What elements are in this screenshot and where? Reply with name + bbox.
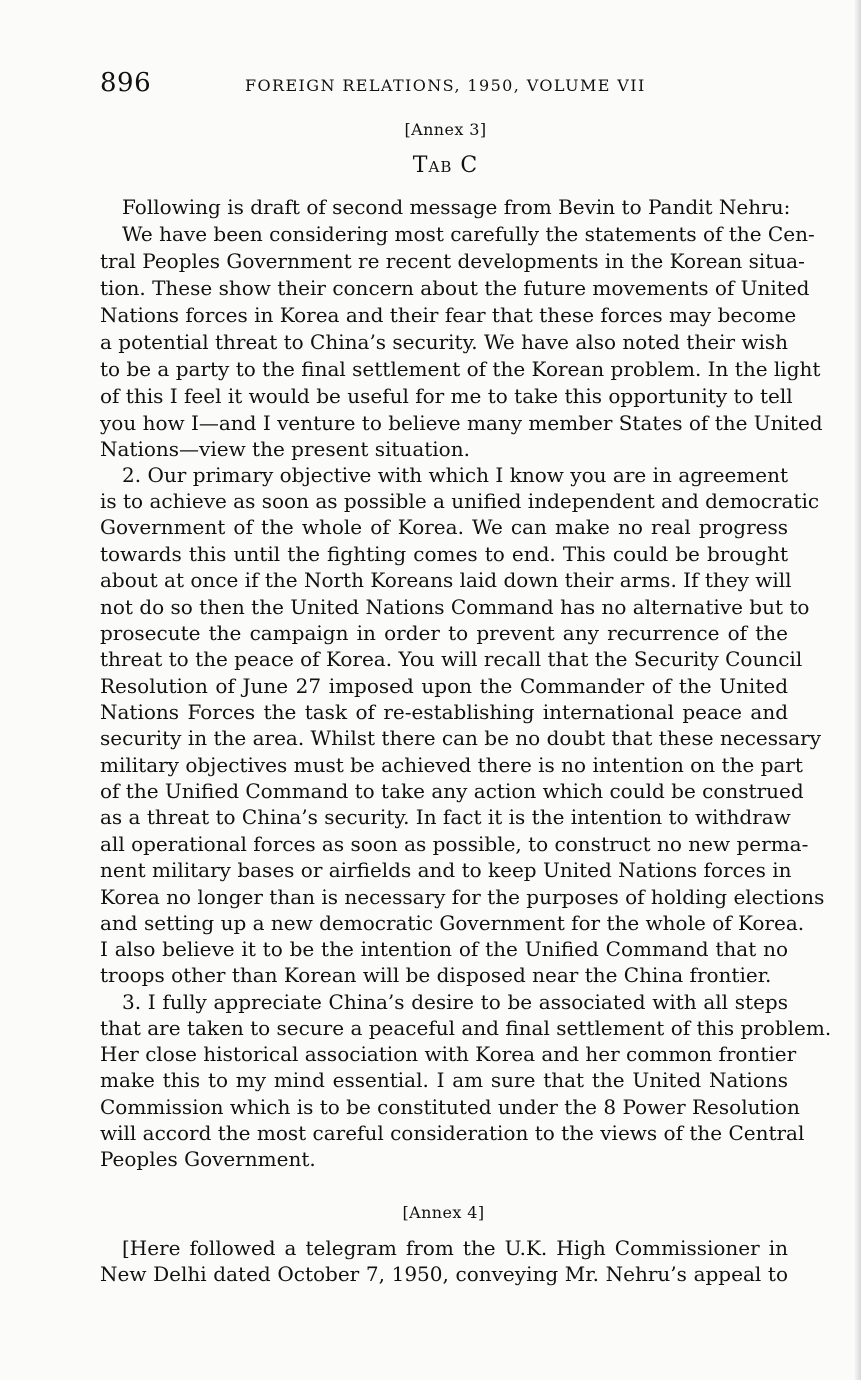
- text-line: is to achieve as soon as possible a unified independent and democratic: [100, 489, 820, 513]
- text-line: as a threat to China’s security. In fact it is the intention to withdraw: [100, 805, 791, 829]
- text-line: Following is draft of second message from Bevin to Pandit Nehru:: [122, 195, 791, 219]
- text-line: prosecute the campaign in order to prevent any recurrence of the: [100, 621, 788, 645]
- text-line: 2. Our primary objective with which I know you are in agreement: [122, 463, 788, 487]
- text-line: tral Peoples Government re recent developments in the Korean situa-: [100, 249, 805, 273]
- text-line: Nations forces in Korea and their fear that these forces may become: [100, 303, 797, 327]
- text-line: will accord the most careful consideration to the views of the Central: [100, 1121, 805, 1145]
- text-line: tion. These show their concern about the future movements of United: [100, 276, 810, 300]
- text-line: Peoples Government.: [100, 1147, 316, 1171]
- text-line: not do so then the United Nations Command has no alternative but to: [100, 595, 810, 619]
- text-line: Her close historical association with Korea and her common frontier: [100, 1042, 797, 1066]
- text-line: and setting up a new democratic Government for the whole of Korea.: [100, 911, 805, 935]
- text-line: Nations Forces the task of re-establishing international peace and: [100, 700, 788, 724]
- text-line: Government of the whole of Korea. We can make no real progress: [100, 515, 788, 539]
- annex-3-label: [Annex 3]: [404, 120, 487, 139]
- text-line: of the Unified Command to take any action which could be construed: [100, 779, 804, 803]
- text-line: nent military bases or airfields and to keep United Nations forces in: [100, 858, 792, 882]
- text-line: Commission which is to be constituted under the 8 Power Resolution: [100, 1095, 800, 1119]
- text-line: about at once if the North Koreans laid down their arms. If they will: [100, 568, 792, 592]
- text-line: Nations—view the present situation.: [100, 437, 470, 461]
- text-line: I also believe it to be the intention of the Unified Command that no: [100, 937, 788, 961]
- annex-4-text-line: New Delhi dated October 7, 1950, conveying Mr. Nehru’s appeal to: [100, 1262, 788, 1286]
- text-line: towards this until the fighting comes to end. This could be brought: [100, 542, 788, 566]
- text-line: troops other than Korean will be disposed near the China frontier.: [100, 963, 772, 987]
- text-line: make this to my mind essential. I am sure that the United Nations: [100, 1068, 788, 1092]
- running-head: FOREIGN RELATIONS, 1950, VOLUME VII: [245, 76, 646, 95]
- text-line: military objectives must be achieved there is no intention on the part: [100, 753, 803, 777]
- text-line: all operational forces as soon as possible, to construct no new perma-: [100, 832, 809, 856]
- text-line: a potential threat to China’s security. We have also noted their wish: [100, 330, 789, 354]
- text-line: to be a party to the final settlement of the Korean problem. In the light: [100, 357, 821, 381]
- text-line: Korea no longer than is necessary for the purposes of holding elections: [100, 885, 825, 909]
- text-line: Resolution of June 27 imposed upon the Commander of the United: [100, 674, 788, 698]
- tab-title-rest: ab: [428, 153, 453, 178]
- tab-title-letter: C: [460, 153, 479, 178]
- text-line: We have been considering most carefully the statements of the Cen-: [122, 222, 815, 246]
- text-line: threat to the peace of Korea. You will recall that the Security Council: [100, 647, 803, 671]
- page-number: 896: [100, 68, 152, 98]
- annex-4-text-line: [Here followed a telegram from the U.K. High Commissioner in: [122, 1236, 788, 1260]
- text-line: security in the area. Whilst there can be no doubt that these necessary: [100, 726, 822, 750]
- text-line: that are taken to secure a peaceful and final settlement of this problem.: [100, 1016, 832, 1040]
- annex-4-label: [Annex 4]: [402, 1203, 485, 1222]
- text-line: 3. I fully appreciate China’s desire to be associated with all steps: [122, 990, 788, 1014]
- text-line: you how I—and I venture to believe many member States of the United: [100, 411, 823, 435]
- text-line: of this I feel it would be useful for me to take this opportunity to tell: [100, 384, 793, 408]
- tab-title-first-letter: T: [412, 153, 429, 178]
